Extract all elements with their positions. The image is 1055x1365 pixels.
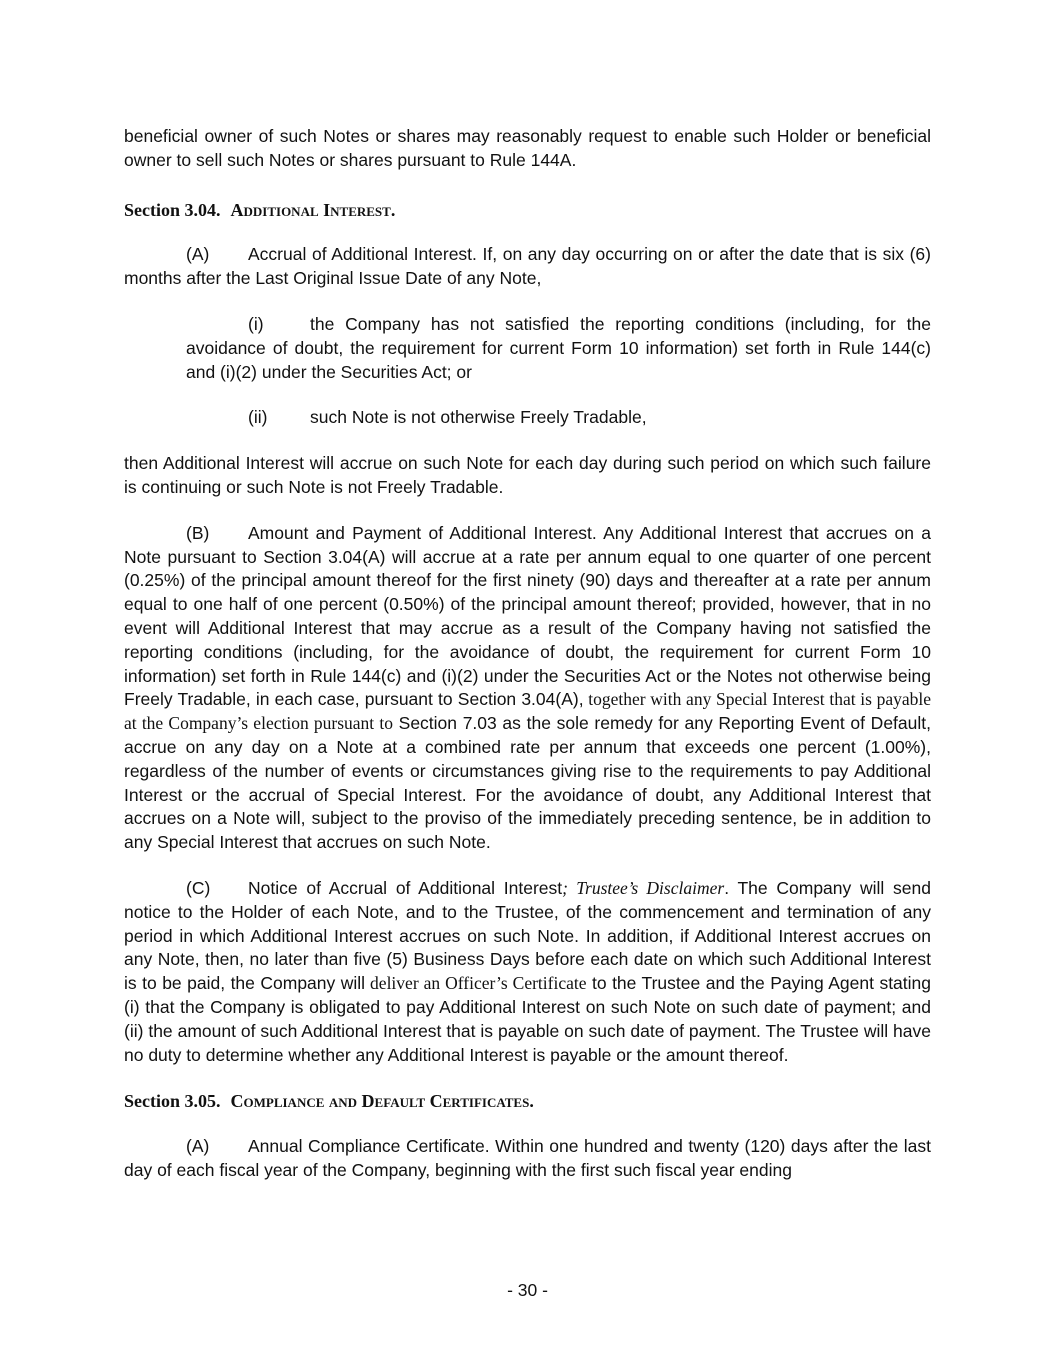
section-304-title: Additional Interest. xyxy=(230,199,396,220)
paragraph-C-text-2: . The Company will send notice to the Holder of each Note, and to the Trustee, of the commencement and termination of any period in which Additional Interest accrues on such Note. In addition, if Additional Interest accrues on any Note, then, no later than five (5) Business Days before each date on which such Additional Interest is to be paid, the Company will xyxy=(124,877,932,994)
subparagraph-i xyxy=(186,313,931,384)
paragraph-C xyxy=(124,877,931,1067)
paragraph-B-label: (B) xyxy=(186,522,210,543)
then-paragraph: then Additional Interest will accrue on such Note for each day during such period on which such failure is continuing or such Note is not Freely Tradable. xyxy=(124,453,931,497)
paragraph-A-text: Accrual of Additional Interest. If, on any day occurring on or after the date that is six (6) months after the Last Original Issue Date of any Note, xyxy=(124,244,931,289)
paragraph-305-A-label: (A) xyxy=(186,1136,210,1157)
paragraph-C-label: (C) xyxy=(186,877,211,898)
paragraph-B-text-2: Section 7.03 as the sole remedy for any Reporting Event of Default, accrue on any day on a Note at a combined rate per annum that exceeds one percent (1.00%), regardless of the number of events or circumstances giving rise to the requirements to pay Additional Interest or the accrual of Special Interest. For the avoidance of doubt, any Additional Interest that accrues on a Note will, subject to the proviso of the immediately preceding sentence, be in addition to any Special Interest that accrues on such Note. xyxy=(124,713,931,853)
paragraph-C-text-1: Notice of Accrual of Additional Interest xyxy=(248,877,563,898)
paragraph-C-text-italic: ; Trustee’s Disclaimer xyxy=(562,877,725,898)
paragraph-B xyxy=(124,522,931,855)
subparagraph-ii-text: such Note is not otherwise Freely Tradable, xyxy=(310,407,647,428)
intro-paragraph: beneficial owner of such Notes or shares may reasonably request to enable such Holder or beneficial owner to sell such Notes or shares pursuant to Rule 144A. xyxy=(124,126,931,170)
subparagraph-i-label: (i) xyxy=(248,313,264,334)
paragraph-C-text-serif: deliver an Officer’s Certificate xyxy=(365,973,587,994)
subparagraph-i-text: the Company has not satisfied the reporting conditions (including, for the avoidance of doubt, the requirement for current Form 10 information) set forth in Rule 144(c) and (i)(2) under the Securities Act; or xyxy=(186,313,931,382)
subparagraph-ii xyxy=(186,406,931,430)
paragraph-C-text-3: to the Trustee and the Paying Agent stating (i) that the Company is obligated to pay Additional Interest on such Note on such date of payment; and (ii) the amount of such Additional Interest that is payable on such date of payment. The Trustee will have no duty to determine whether any Additional Interest is payable or the amount thereof. xyxy=(124,973,932,1065)
page-number: - 30 - xyxy=(507,1280,548,1300)
section-305-title: Compliance and Default Certificates. xyxy=(230,1091,534,1112)
paragraph-A xyxy=(124,243,931,291)
section-304-number: Section 3.04. xyxy=(124,199,221,220)
section-304-heading xyxy=(124,199,931,223)
paragraph-B-text-serif: together with any Special Interest that is payable at the Company’s election pursuant to xyxy=(124,689,932,734)
section-305-number: Section 3.05. xyxy=(124,1091,221,1112)
document-page xyxy=(124,125,931,1183)
section-305-heading xyxy=(124,1090,931,1114)
paragraph-305-A xyxy=(124,1135,931,1183)
subparagraph-ii-label: (ii) xyxy=(248,407,268,428)
paragraph-A-label: (A) xyxy=(186,244,210,265)
paragraph-305-A-text: Annual Compliance Certificate. Within one hundred and twenty (120) days after the last day of each fiscal year of the Company, beginning with the first such fiscal year ending xyxy=(124,1136,931,1180)
paragraph-B-text-1: Amount and Payment of Additional Interest. Any Additional Interest that accrues on a Note pursuant to Section 3.04(A) will accrue at a rate per annum equal to one quarter of one percent (0.25%) of the principal amount thereof for the first ninety (90) days and thereafter at a rate per annum equal to one half of one percent (0.50%) of the principal amount thereof; provided, however, that in no event will Additional Interest that may accrue as a result of the Company having not satisfied the reporting conditions (including, for the avoidance of doubt, the requirement for current Form 10 information) set forth in Rule 144(c) and (i)(2) under the Securities Act or the Notes not otherwise being Freely Tradable, in each case, pursuant to Section 3.04(A), xyxy=(124,522,931,710)
